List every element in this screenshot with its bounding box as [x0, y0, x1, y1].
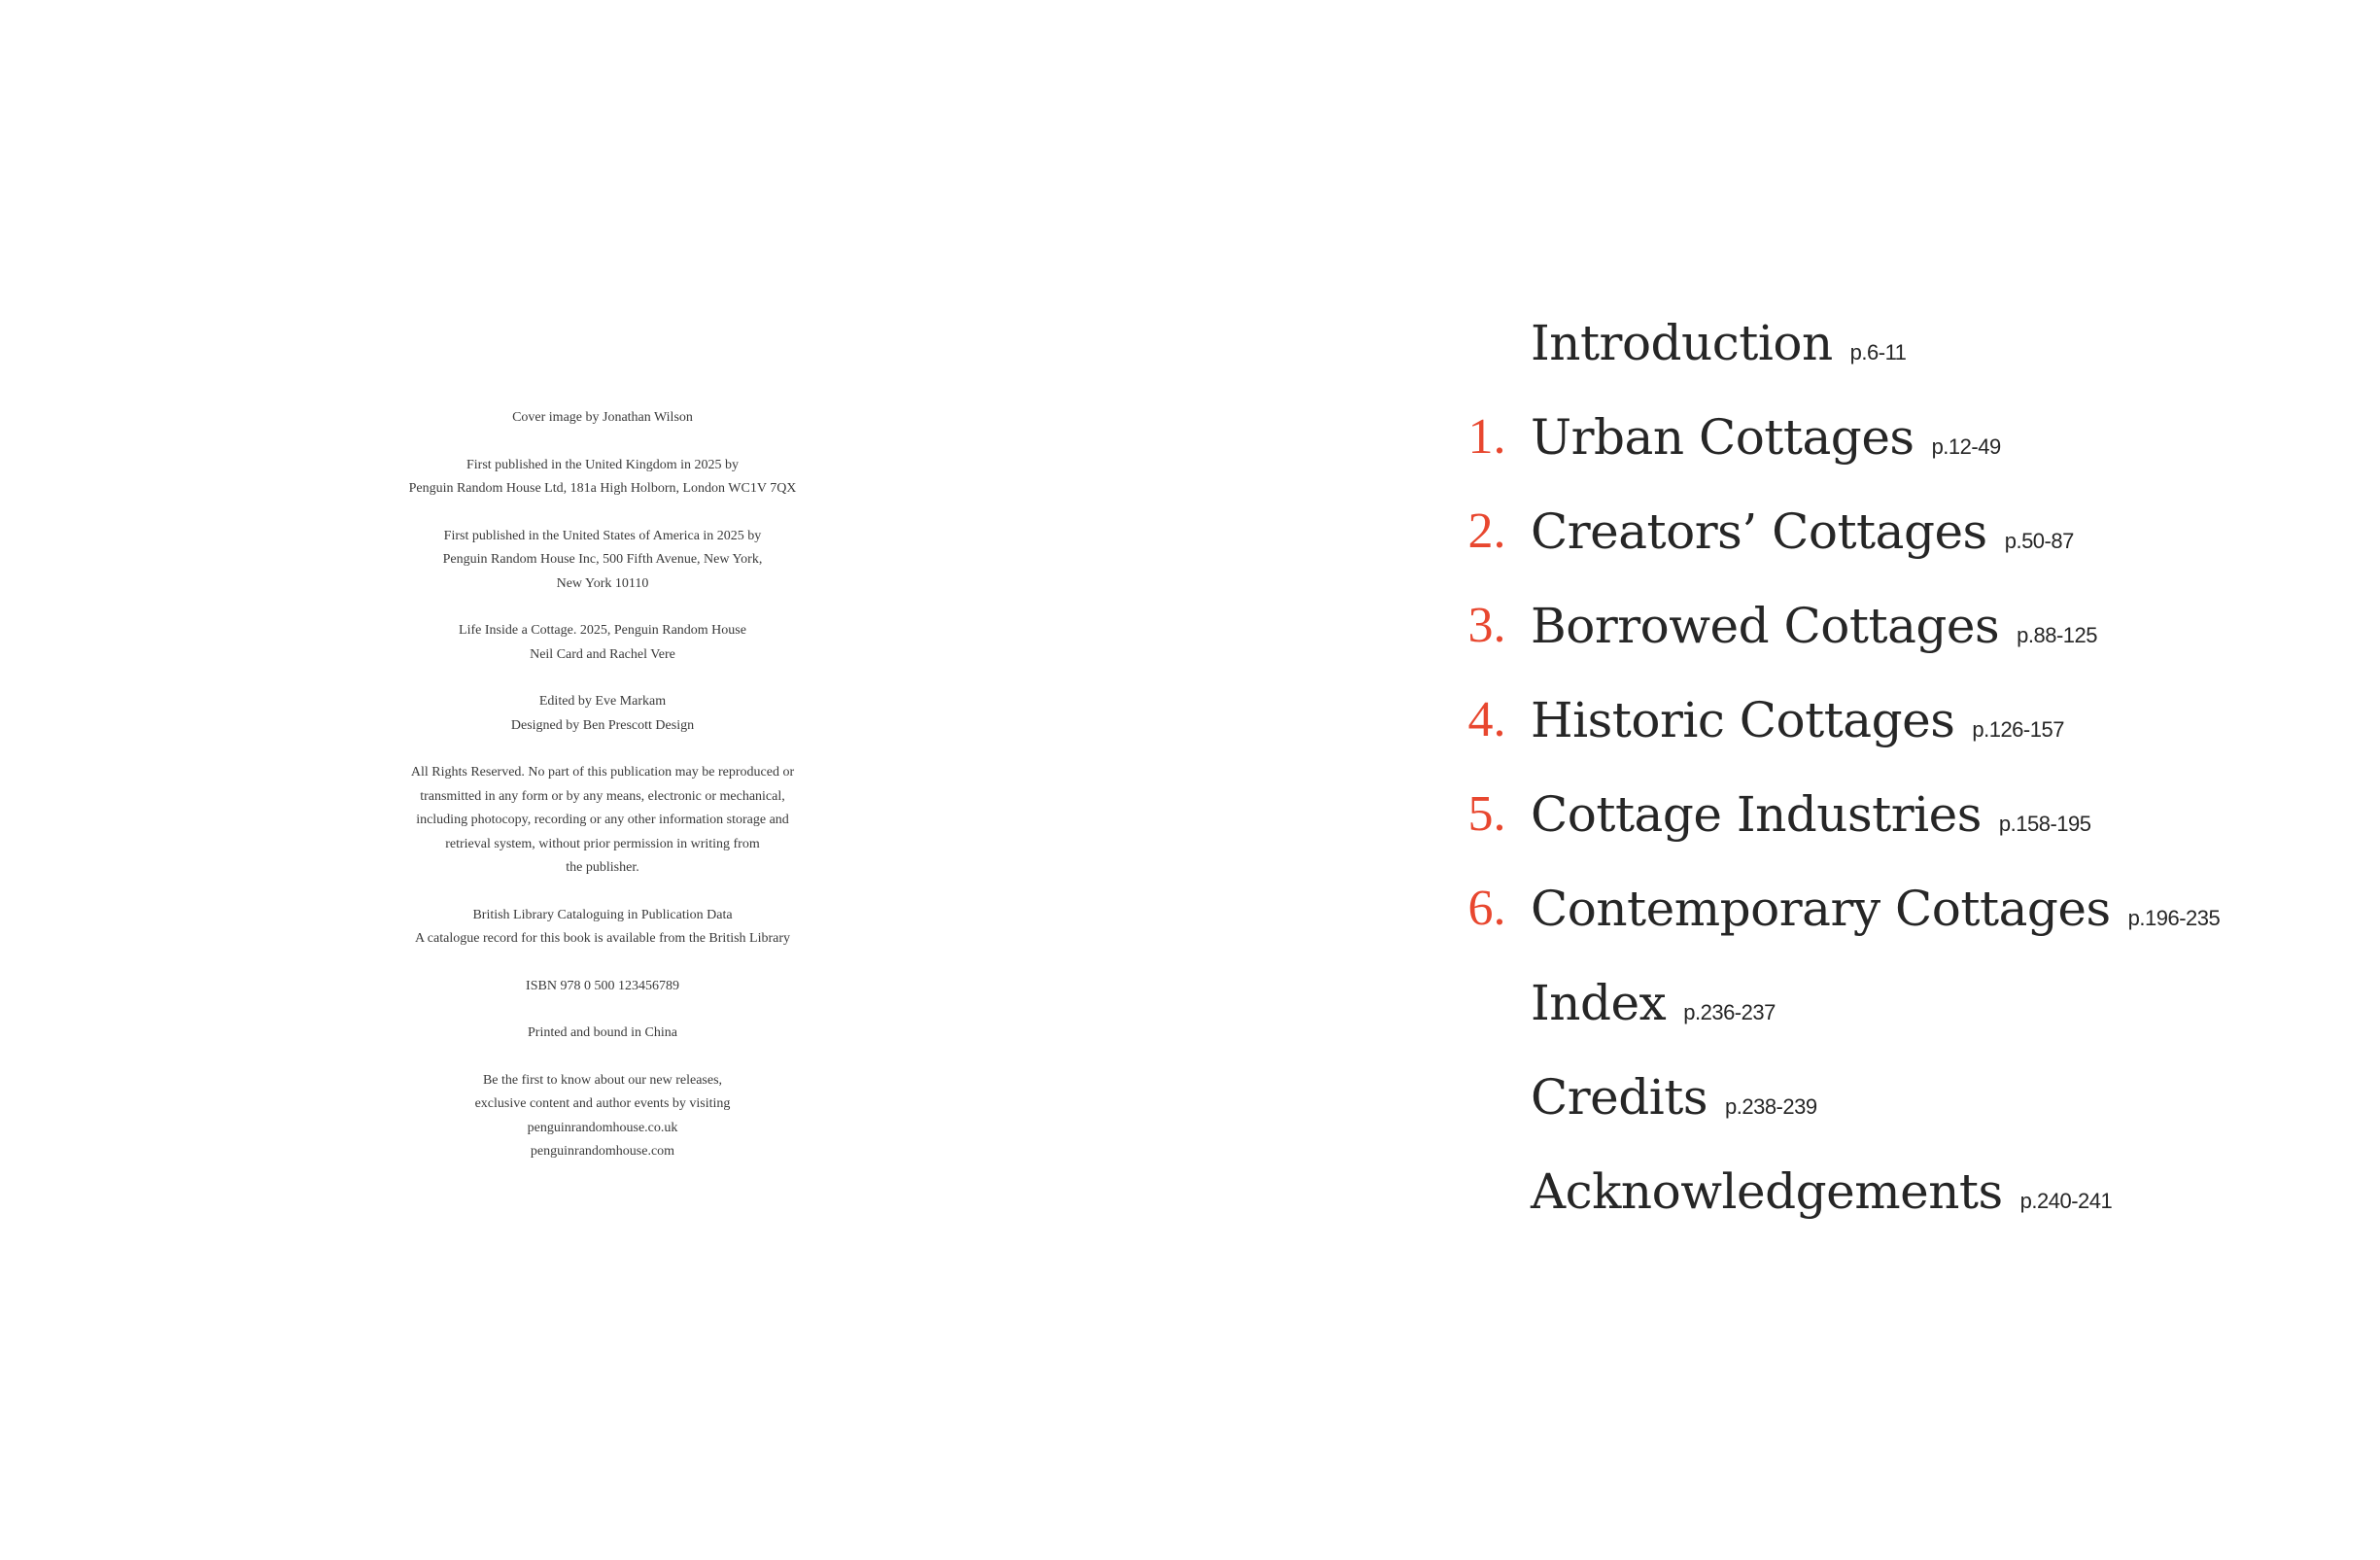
toc-title: Creators’ Cottages	[1531, 503, 1987, 560]
imprint-line: Be the first to know about our new releases,	[482, 1072, 723, 1088]
imprint-line: Designed by Ben Prescott Design	[510, 717, 695, 733]
imprint-page	[330, 406, 875, 1188]
toc-entry	[1399, 686, 2323, 780]
imprint-line: Edited by Eve Markam	[538, 694, 667, 709]
toc-title-group	[1531, 498, 2074, 566]
imprint-line: British Library Cataloguing in Publication Data	[472, 907, 733, 922]
toc-title-group	[1531, 592, 2097, 660]
imprint-line: retrieval system, without prior permission in writing from	[445, 836, 760, 851]
toc-title: Acknowledgements	[1531, 1163, 2003, 1220]
toc-entry	[1399, 403, 2323, 498]
toc-entry	[1399, 592, 2323, 686]
toc-entry	[1399, 875, 2323, 969]
toc-title-group	[1531, 780, 2091, 849]
imprint-paragraph	[330, 1069, 875, 1164]
imprint-line: Printed and bound in China	[528, 1025, 677, 1040]
imprint-paragraph	[330, 454, 875, 502]
toc-page-range: p.238-239	[1725, 1094, 1817, 1119]
toc-chapter-number: 4.	[1467, 692, 1506, 747]
table-of-contents	[1399, 309, 2323, 1252]
imprint-paragraph	[330, 761, 875, 881]
toc-page-range: p.12-49	[1931, 434, 2001, 459]
toc-page-range: p.236-237	[1683, 1000, 1776, 1024]
toc-page-range: p.88-125	[2017, 623, 2098, 647]
imprint-paragraph	[330, 904, 875, 952]
toc-title: Historic Cottages	[1531, 692, 1955, 748]
imprint-line: Neil Card and Rachel Vere	[530, 646, 675, 662]
imprint-line: Penguin Random House Inc, 500 Fifth Avenue, New York,	[442, 552, 763, 567]
toc-page-range: p.240-241	[2019, 1189, 2113, 1213]
imprint-paragraph	[330, 619, 875, 667]
toc-page-range: p.6-11	[1849, 340, 1907, 364]
imprint-line: All Rights Reserved. No part of this publication may be reproduced or	[410, 765, 795, 780]
toc-title-group	[1531, 1063, 1817, 1131]
toc-entry	[1399, 498, 2323, 592]
toc-page-range: p.50-87	[2004, 529, 2074, 553]
toc-title: Credits	[1531, 1069, 1707, 1126]
toc-title-group	[1531, 969, 1776, 1037]
toc-page-range: p.158-195	[1998, 812, 2091, 836]
toc-page-range: p.196-235	[2127, 906, 2221, 930]
imprint-line: New York 10110	[556, 575, 649, 591]
imprint-line: penguinrandomhouse.com	[530, 1144, 675, 1159]
toc-title: Borrowed Cottages	[1531, 598, 2000, 654]
toc-entry	[1399, 1158, 2323, 1252]
imprint-line: ISBN 978 0 500 123456789	[526, 978, 679, 993]
imprint-paragraph	[330, 1022, 875, 1046]
toc-entry	[1399, 780, 2323, 875]
imprint-line: exclusive content and author events by visiting	[474, 1096, 731, 1111]
imprint-paragraph	[330, 690, 875, 738]
imprint-line: Cover image by Jonathan Wilson	[512, 410, 693, 425]
toc-page-range: p.126-157	[1972, 717, 2064, 742]
toc-entry	[1399, 969, 2323, 1063]
toc-chapter-number: 3.	[1467, 598, 1506, 653]
toc-title: Index	[1531, 975, 1667, 1031]
toc-chapter-number: 6.	[1467, 881, 1506, 936]
toc-entry	[1399, 309, 2323, 403]
imprint-paragraph	[330, 525, 875, 597]
toc-title: Contemporary Cottages	[1531, 881, 2111, 937]
toc-title-group	[1531, 686, 2064, 754]
imprint-line: penguinrandomhouse.co.uk	[527, 1120, 678, 1135]
toc-entry	[1399, 1063, 2323, 1158]
imprint-line: the publisher.	[566, 860, 639, 875]
toc-title-group	[1531, 875, 2220, 943]
toc-title-group	[1531, 1158, 2112, 1226]
imprint-paragraph	[330, 975, 875, 999]
toc-title: Introduction	[1531, 315, 1833, 371]
toc-chapter-number: 5.	[1467, 786, 1506, 842]
toc-title-group	[1531, 309, 1906, 377]
toc-title-group	[1531, 403, 2001, 471]
imprint-line: including photocopy, recording or any other information storage and	[416, 813, 789, 827]
toc-title: Cottage Industries	[1531, 786, 1982, 843]
imprint-line: First published in the United Kingdom in 2025 by	[466, 457, 739, 472]
toc-title: Urban Cottages	[1531, 409, 1914, 466]
imprint-line: transmitted in any form or by any means, electronic or mechanical,	[420, 788, 785, 804]
imprint-line: First published in the United States of America in 2025 by	[443, 528, 762, 543]
imprint-line: Penguin Random House Ltd, 181a High Holborn, London WC1V 7QX	[408, 481, 797, 496]
imprint-paragraph	[330, 406, 875, 431]
imprint-line: A catalogue record for this book is available from the British Library	[414, 931, 791, 946]
toc-chapter-number: 1.	[1467, 409, 1506, 465]
toc-chapter-number: 2.	[1467, 503, 1506, 559]
imprint-line: Life Inside a Cottage. 2025, Penguin Random House	[459, 623, 746, 638]
